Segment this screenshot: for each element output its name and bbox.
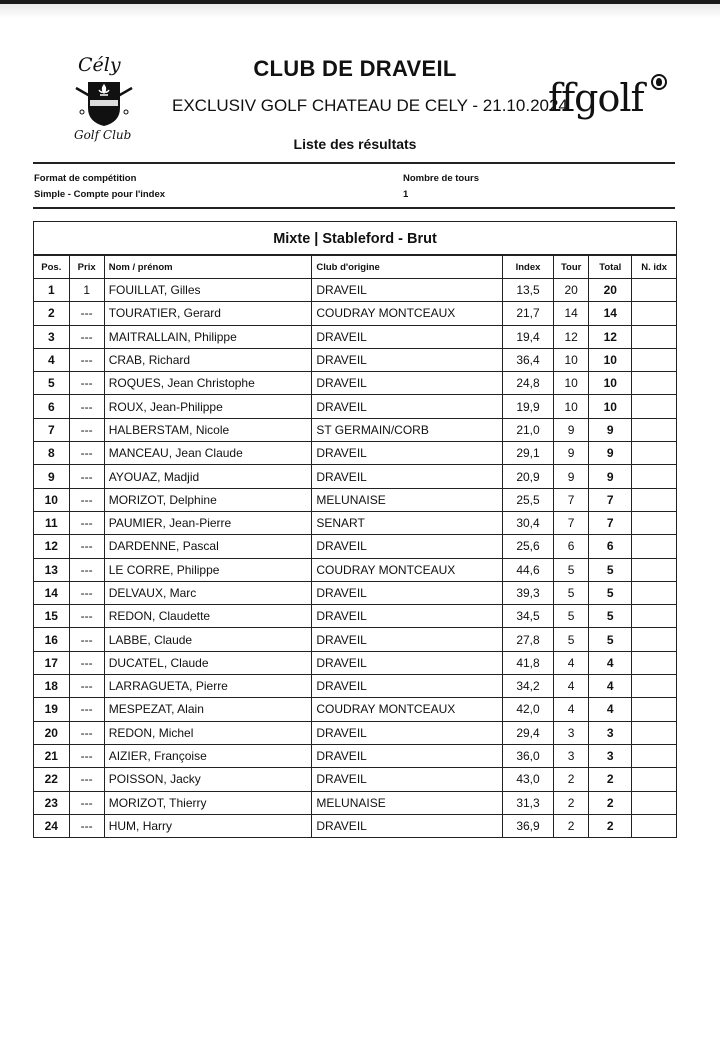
cell-name: MAITRALLAIN, Philippe [104,325,312,348]
cell-club: DRAVEIL [312,744,503,767]
cell-total: 2 [589,768,632,791]
cell-nidx [632,581,676,604]
cell-tour: 2 [554,814,589,837]
cell-tour: 5 [554,628,589,651]
divider-bottom [33,207,675,209]
col-header-index: Index [502,256,553,279]
cell-nidx [632,698,676,721]
ffgolf-logo: ffgolf [548,76,644,120]
cell-total: 4 [589,698,632,721]
cell-pos: 24 [34,814,69,837]
table-row [34,279,676,302]
cell-pos: 9 [34,465,69,488]
cell-total: 6 [589,535,632,558]
cell-total: 20 [589,279,632,302]
col-header-prix: Prix [69,256,104,279]
cell-pos: 5 [34,372,69,395]
table-row [34,558,676,581]
cell-pos: 14 [34,581,69,604]
cell-total: 3 [589,744,632,767]
cell-tour: 7 [554,488,589,511]
table-row [34,721,676,744]
cell-nidx [632,744,676,767]
cell-pos: 17 [34,651,69,674]
cell-pos: 3 [34,325,69,348]
cell-club: DRAVEIL [312,279,503,302]
format-value: Simple - Compte pour l'index [34,189,166,200]
col-header-name: Nom / prénom [104,256,312,279]
cell-name: FOUILLAT, Gilles [104,279,312,302]
cell-prix: --- [69,721,104,744]
cell-prix: --- [69,418,104,441]
cell-index: 19,9 [502,395,553,418]
cell-pos: 4 [34,348,69,371]
cell-prix: --- [69,768,104,791]
divider-top [33,162,675,164]
cell-tour: 12 [554,325,589,348]
cell-total: 5 [589,605,632,628]
cell-nidx [632,651,676,674]
cell-tour: 4 [554,651,589,674]
cell-total: 7 [589,511,632,534]
cell-index: 36,0 [502,744,553,767]
table-row [34,744,676,767]
cell-tour: 14 [554,302,589,325]
cell-name: PAUMIER, Jean-Pierre [104,511,312,534]
cell-club: DRAVEIL [312,372,503,395]
cell-prix: 1 [69,279,104,302]
cell-name: MORIZOT, Delphine [104,488,312,511]
cell-pos: 15 [34,605,69,628]
cell-total: 2 [589,791,632,814]
cell-club: DRAVEIL [312,535,503,558]
cell-club: DRAVEIL [312,581,503,604]
cell-index: 21,7 [502,302,553,325]
format-label: Format de compétition [34,173,137,184]
cell-club: DRAVEIL [312,395,503,418]
cell-index: 19,4 [502,325,553,348]
cell-pos: 6 [34,395,69,418]
cell-tour: 10 [554,372,589,395]
table-row [34,325,676,348]
cell-prix: --- [69,628,104,651]
cell-club: COUDRAY MONTCEAUX [312,302,503,325]
cell-club: DRAVEIL [312,465,503,488]
cell-prix: --- [69,651,104,674]
cell-prix: --- [69,511,104,534]
col-header-total: Total [589,256,632,279]
cell-total: 5 [589,581,632,604]
cell-pos: 7 [34,418,69,441]
table-row [34,675,676,698]
cell-prix: --- [69,581,104,604]
cell-prix: --- [69,372,104,395]
cell-index: 25,6 [502,535,553,558]
cell-index: 42,0 [502,698,553,721]
cell-total: 4 [589,651,632,674]
col-header-tour: Tour [554,256,589,279]
cell-tour: 3 [554,744,589,767]
logo-bottom-text: Golf Club [74,128,132,142]
cell-nidx [632,605,676,628]
cell-nidx [632,348,676,371]
rounds-label: Nombre de tours [403,173,480,184]
shield-icon [74,78,134,128]
cell-nidx [632,511,676,534]
table-row [34,511,676,534]
cell-total: 7 [589,488,632,511]
cell-index: 39,3 [502,581,553,604]
table-row [34,768,676,791]
cell-total: 4 [589,675,632,698]
cell-club: MELUNAISE [312,488,503,511]
cell-tour: 10 [554,395,589,418]
cell-club: COUDRAY MONTCEAUX [312,558,503,581]
cell-tour: 6 [554,535,589,558]
section-title: Mixte | Stableford - Brut [34,222,676,255]
table-row [34,814,676,837]
table-row [34,465,676,488]
cell-prix: --- [69,348,104,371]
cell-name: MORIZOT, Thierry [104,791,312,814]
cell-club: COUDRAY MONTCEAUX [312,698,503,721]
cell-index: 29,4 [502,721,553,744]
cell-nidx [632,675,676,698]
table-row [34,348,676,371]
cell-total: 2 [589,814,632,837]
cell-name: LE CORRE, Philippe [104,558,312,581]
cell-prix: --- [69,302,104,325]
cell-index: 43,0 [502,768,553,791]
cell-pos: 13 [34,558,69,581]
table-row [34,442,676,465]
cell-name: MESPEZAT, Alain [104,698,312,721]
cell-nidx [632,442,676,465]
results-table [34,255,676,838]
table-row [34,581,676,604]
cell-prix: --- [69,698,104,721]
cell-prix: --- [69,488,104,511]
cell-index: 31,3 [502,791,553,814]
cell-prix: --- [69,814,104,837]
cell-name: TOURATIER, Gerard [104,302,312,325]
table-row [34,791,676,814]
cell-pos: 2 [34,302,69,325]
cell-prix: --- [69,675,104,698]
cell-name: CRAB, Richard [104,348,312,371]
cell-nidx [632,279,676,302]
cell-index: 44,6 [502,558,553,581]
cell-name: ROQUES, Jean Christophe [104,372,312,395]
table-row [34,535,676,558]
cell-name: ROUX, Jean-Philippe [104,395,312,418]
cell-prix: --- [69,465,104,488]
cell-club: DRAVEIL [312,768,503,791]
table-row [34,488,676,511]
table-row [34,372,676,395]
cell-tour: 9 [554,418,589,441]
cell-prix: --- [69,395,104,418]
cell-pos: 12 [34,535,69,558]
cell-index: 27,8 [502,628,553,651]
registered-mark-icon [651,74,667,90]
cell-total: 5 [589,628,632,651]
cell-pos: 20 [34,721,69,744]
cell-nidx [632,418,676,441]
cell-prix: --- [69,442,104,465]
cell-nidx [632,721,676,744]
cell-club: ST GERMAIN/CORB [312,418,503,441]
cell-prix: --- [69,325,104,348]
cell-nidx [632,302,676,325]
cell-index: 36,9 [502,814,553,837]
cell-club: DRAVEIL [312,651,503,674]
col-header-pos: Pos. [34,256,69,279]
cell-club: DRAVEIL [312,628,503,651]
cell-nidx [632,395,676,418]
cell-pos: 10 [34,488,69,511]
cell-total: 9 [589,442,632,465]
cell-index: 25,5 [502,488,553,511]
cell-nidx [632,488,676,511]
cell-tour: 5 [554,558,589,581]
cell-prix: --- [69,535,104,558]
cell-tour: 9 [554,442,589,465]
cell-pos: 16 [34,628,69,651]
cell-pos: 23 [34,791,69,814]
table-row [34,698,676,721]
cell-nidx [632,372,676,395]
cell-tour: 2 [554,768,589,791]
cell-nidx [632,791,676,814]
cell-tour: 5 [554,581,589,604]
cell-name: MANCEAU, Jean Claude [104,442,312,465]
cell-index: 20,9 [502,465,553,488]
cell-club: DRAVEIL [312,675,503,698]
cell-index: 24,8 [502,372,553,395]
cell-total: 3 [589,721,632,744]
cell-tour: 3 [554,721,589,744]
cell-index: 41,8 [502,651,553,674]
cell-nidx [632,535,676,558]
cell-nidx [632,814,676,837]
cell-total: 10 [589,395,632,418]
competition-subtitle: EXCLUSIV GOLF CHATEAU DE CELY - 21.10.2024 [172,96,568,115]
cell-name: DELVAUX, Marc [104,581,312,604]
cell-name: LABBE, Claude [104,628,312,651]
cell-club: MELUNAISE [312,791,503,814]
cell-club: DRAVEIL [312,605,503,628]
cell-club: DRAVEIL [312,348,503,371]
cell-total: 14 [589,302,632,325]
cell-tour: 20 [554,279,589,302]
cell-pos: 21 [34,744,69,767]
cell-index: 29,1 [502,442,553,465]
cell-tour: 5 [554,605,589,628]
cell-pos: 11 [34,511,69,534]
cell-name: REDON, Claudette [104,605,312,628]
club-title: CLUB DE DRAVEIL [253,56,457,81]
col-header-club: Club d'origine [312,256,503,279]
list-title: Liste des résultats [293,136,417,152]
cell-name: DARDENNE, Pascal [104,535,312,558]
rounds-value: 1 [403,189,409,200]
table-header-row [34,256,676,279]
cell-nidx [632,768,676,791]
cell-tour: 4 [554,675,589,698]
table-row [34,651,676,674]
cell-name: HUM, Harry [104,814,312,837]
table-row [34,605,676,628]
cell-pos: 1 [34,279,69,302]
cell-pos: 18 [34,675,69,698]
cell-tour: 9 [554,465,589,488]
cell-name: AYOUAZ, Madjid [104,465,312,488]
cell-name: AIZIER, Françoise [104,744,312,767]
cely-golf-club-logo [60,52,150,150]
table-row [34,395,676,418]
cell-club: DRAVEIL [312,442,503,465]
table-row [34,628,676,651]
cell-tour: 7 [554,511,589,534]
cell-prix: --- [69,605,104,628]
cell-nidx [632,465,676,488]
cell-total: 10 [589,348,632,371]
cell-total: 5 [589,558,632,581]
logo-top-text: Cély [78,54,121,76]
cell-name: HALBERSTAM, Nicole [104,418,312,441]
cell-tour: 4 [554,698,589,721]
cell-nidx [632,325,676,348]
cell-total: 9 [589,418,632,441]
cell-index: 13,5 [502,279,553,302]
cell-prix: --- [69,744,104,767]
cell-club: DRAVEIL [312,814,503,837]
cell-name: LARRAGUETA, Pierre [104,675,312,698]
cell-total: 12 [589,325,632,348]
cell-name: POISSON, Jacky [104,768,312,791]
cell-pos: 19 [34,698,69,721]
cell-name: DUCATEL, Claude [104,651,312,674]
cell-total: 10 [589,372,632,395]
top-shade [0,4,720,18]
col-header-nidx: N. idx [632,256,676,279]
cell-club: DRAVEIL [312,325,503,348]
cell-index: 21,0 [502,418,553,441]
cell-nidx [632,558,676,581]
cell-pos: 22 [34,768,69,791]
table-row [34,302,676,325]
cell-index: 34,2 [502,675,553,698]
results-table-container [33,221,677,838]
cell-index: 36,4 [502,348,553,371]
table-row [34,418,676,441]
cell-tour: 2 [554,791,589,814]
cell-club: DRAVEIL [312,721,503,744]
cell-tour: 10 [554,348,589,371]
cell-total: 9 [589,465,632,488]
cell-index: 34,5 [502,605,553,628]
cell-name: REDON, Michel [104,721,312,744]
cell-prix: --- [69,791,104,814]
cell-pos: 8 [34,442,69,465]
cell-club: SENART [312,511,503,534]
cell-prix: --- [69,558,104,581]
cell-nidx [632,628,676,651]
cell-index: 30,4 [502,511,553,534]
